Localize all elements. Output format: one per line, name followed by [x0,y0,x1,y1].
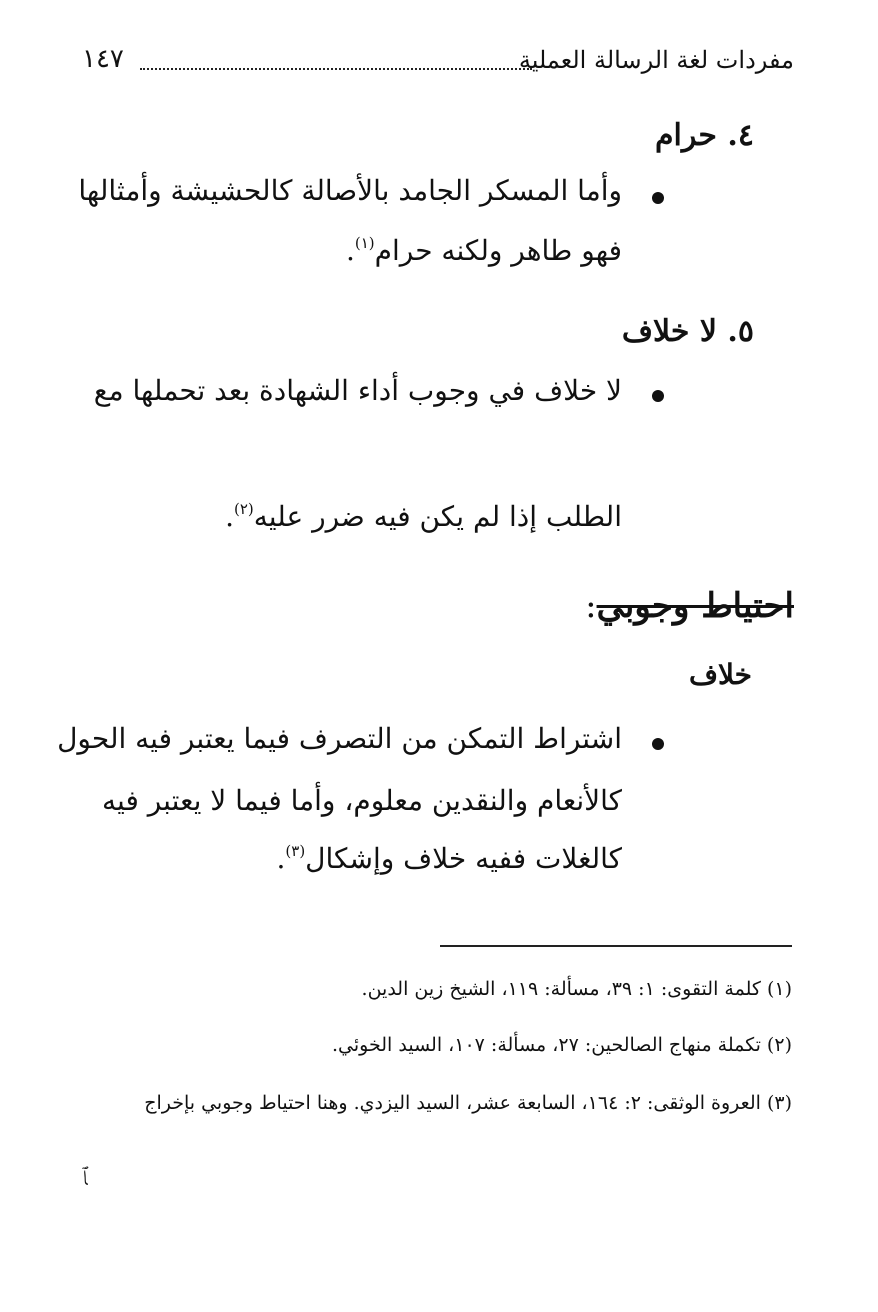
section-heading-la-khilaf: ٥. لا خلاف [621,314,754,349]
paragraph-line: فهو طاهر ولكنه حرام$^{(١)}$. [345,234,622,267]
footnote-separator [440,945,792,947]
footnote-2: (٢) تكملة منهاج الصالحين: ٢٧، مسألة: ١٠٧، السيد الخوئي. [332,1034,792,1056]
paragraph-line: لا خلاف في وجوب أداء الشهادة بعد تحملها مع [93,374,622,407]
section-heading-ihtiyat: احتياط وجوبي: [585,586,794,626]
paragraph-line: الطلب إذا لم يكن فيه ضرر عليه$^{(٢)}$. [225,500,622,533]
paragraph-line: كالأنعام والنقدين معلوم، وأما فيما لا يعتبر فيه [101,784,622,817]
footnote-1: (١) كلمة التقوى: ١: ٣٩، مسألة: ١١٩، الشيخ زين الدين. [361,978,792,1000]
footnote-3: (٣) العروة الوثقى: ٢: ١٦٤، السابعة عشر، السيد اليزدي. وهنا احتياط وجوبي بإخراج [144,1092,792,1114]
sub-heading-khilaf: خلاف [688,658,752,691]
bullet-icon [652,738,664,750]
bullet-icon [652,390,664,402]
header-leader-dots [140,68,532,70]
page-number: ١٤٧ [82,44,124,74]
paragraph-line: وأما المسكر الجامد بالأصالة كالحشيشة وأمثالها [78,174,622,207]
footnote-ref: (١) [354,234,375,252]
paragraph-line: اشتراط التمكن من التصرف فيما يعتبر فيه الحول [57,722,622,755]
running-header [82,40,794,80]
footnote-ref: (٢) [233,500,254,518]
paragraph-line: كالغلات ففيه خلاف وإشكال$^{(٣)}$. [276,842,622,875]
section-heading-haram: ٤. حرام [654,118,754,153]
bullet-icon [652,192,664,204]
continuation-mark-icon: ﭑ [82,1166,88,1191]
header-title: مفردات لغة الرسالة العملية [518,46,794,74]
footnote-ref: (٣) [285,842,306,860]
